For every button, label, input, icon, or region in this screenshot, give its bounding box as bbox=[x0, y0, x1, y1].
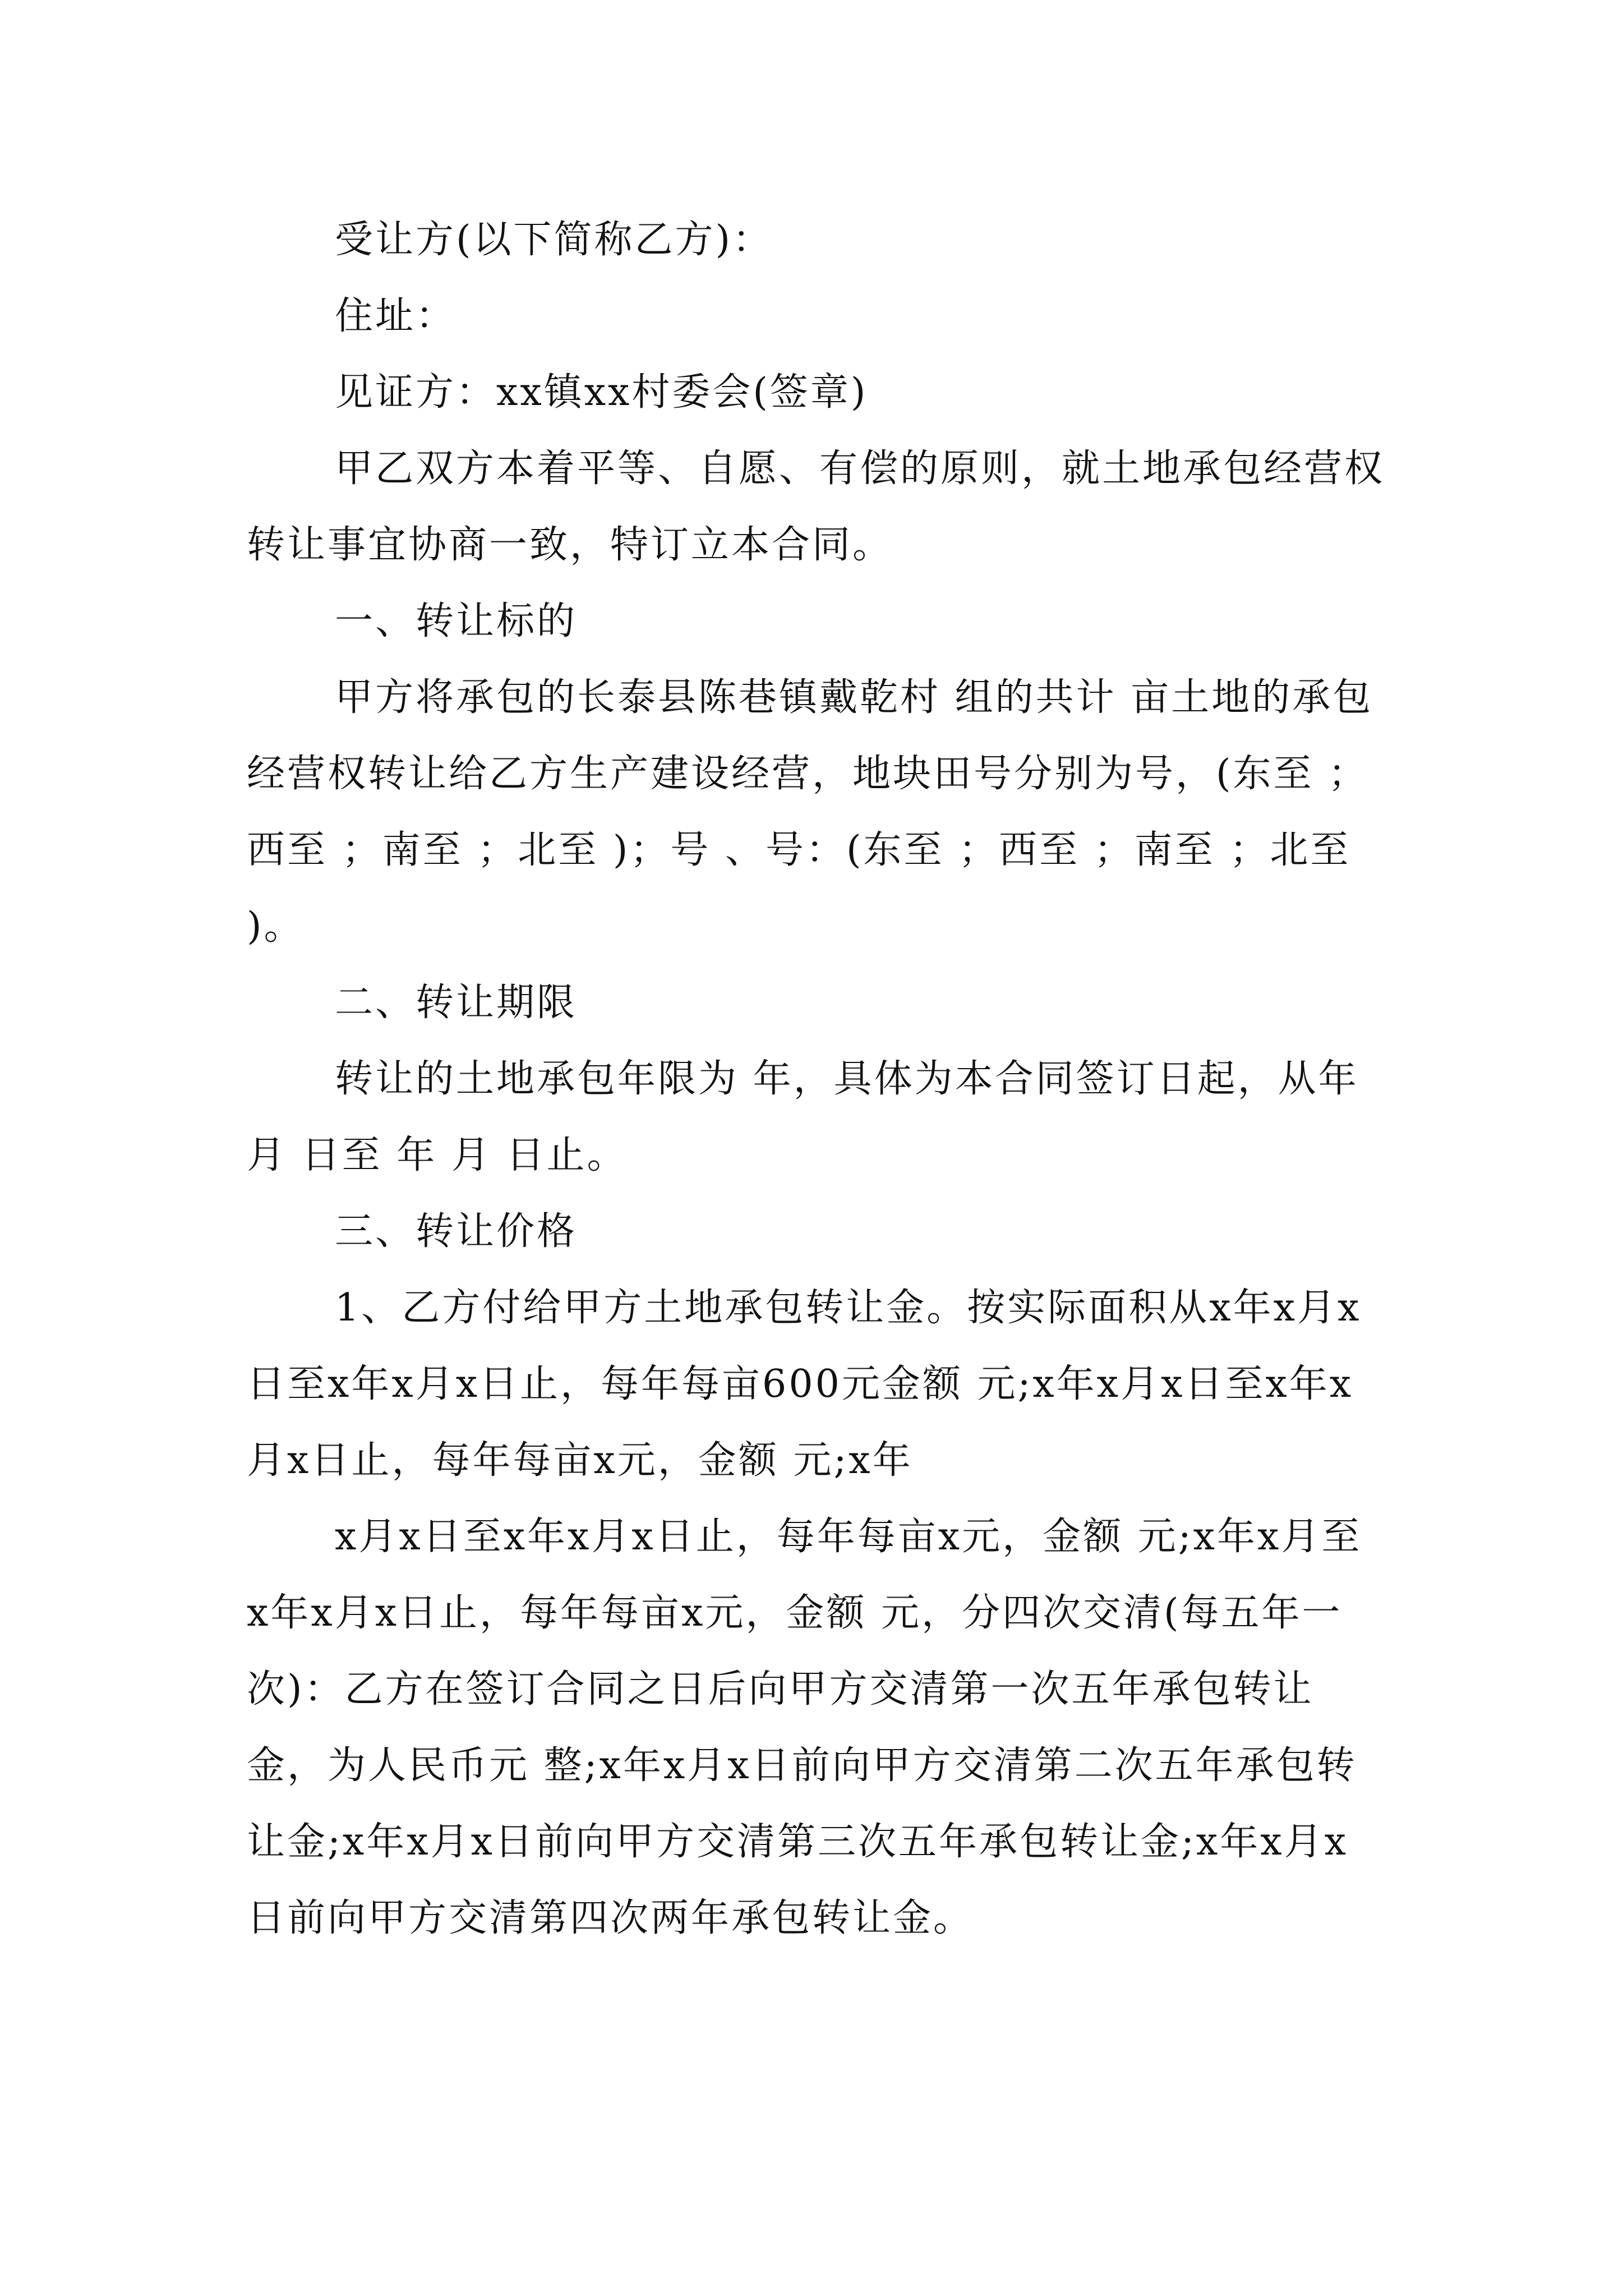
paragraph-preamble: 甲乙双方本着平等、自愿、有偿的原则，就土地承包经营权转让事宜协商一致，特订立本合同。 bbox=[247, 447, 1385, 567]
paragraph-address: 住址： bbox=[335, 294, 457, 338]
section-heading-price: 三、转让价格 bbox=[335, 1209, 578, 1254]
paragraph-transferee: 受让方(以下简称乙方)： bbox=[335, 218, 773, 262]
paragraph-subject: 甲方将承包的长泰县陈巷镇戴乾村 组的共计 亩土地的承包经营权转让给乙方生产建设经营，地块田号分别为号，(东至 ；西至 ；南至 ；北至 )；号 、号：(东至 ；西至 ；南至 ；北至 )。 bbox=[247, 675, 1373, 949]
paragraph-price-1: 1、乙方付给甲方土地承包转让金。按实际面积从x年x月x日至x年x月x日止，每年每亩600元金额 元;x年x月x日至x年x月x日止，每年每亩x元，金额 元;x年 bbox=[247, 1286, 1362, 1483]
contract-body bbox=[247, 202, 1385, 1957]
section-heading-term: 二、转让期限 bbox=[335, 981, 578, 1025]
paragraph-price-2: x月x日至x年x月x日止，每年每亩x元，金额 元;x年x月至x年x月x日止，每年每亩x元，金额 元，分四次交清(每五年一次)：乙方在签订合同之日后向甲方交清第一次五年承包转让金，为人民币元 整;x年x月x日前向甲方交清第二次五年承包转让金;x年x月x日前向甲方交清第三次五年承包转让金;x年x月x日前向甲方交清第四次两年承包转让金。 bbox=[247, 1515, 1362, 1940]
paragraph-witness: 见证方：xx镇xx村委会(签章) bbox=[335, 370, 868, 415]
paragraph-term: 转让的土地承包年限为 年，具体为本合同签订日起，从年 月 日至 年 月 日止。 bbox=[247, 1057, 1359, 1177]
section-heading-subject: 一、转让标的 bbox=[335, 599, 578, 643]
